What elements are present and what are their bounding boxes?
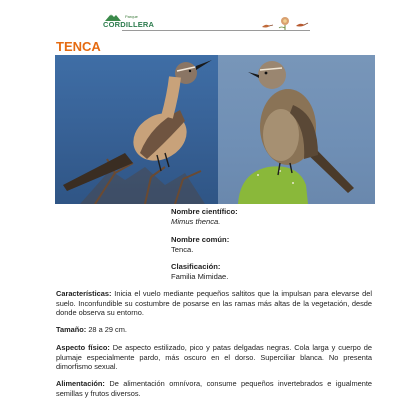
scientific-name-value: Mimus thenca. [171, 216, 221, 226]
size-text: 28 a 29 cm. [88, 325, 127, 334]
bird-photo-right [218, 55, 375, 204]
scientific-name-block [171, 207, 238, 226]
diet-paragraph [56, 379, 372, 398]
logo-title: CORDILLERA [103, 20, 155, 29]
logo-subtitle: Parque [125, 14, 138, 19]
scientific-name-label: Nombre científico: [171, 207, 238, 216]
characteristics-text: Inicia el vuelo mediante pequeños saltitos que la impulsan para elevarse del suelo. Inconfundible su costumbre de posarse en las ramas más altas de la vegetación, desde donde observa su entorno. [56, 289, 372, 317]
appearance-text: De aspecto estilizado, pico y patas delgadas negras. Cola larga y cuerpo de plumaje especialmente pardo, más oscuro en el dorso. Superciliar blanca. No presenta dimorfismo sexual. [56, 343, 373, 371]
classification-value: Familia Mimidae. [171, 271, 229, 281]
page-title: TENCA [56, 39, 101, 54]
diet-label: Alimentación: [56, 379, 105, 388]
appearance-label: Aspecto físico: [56, 343, 110, 352]
header-rule [122, 30, 310, 31]
bird-icon [296, 23, 308, 27]
size-label: Tamaño: [56, 325, 87, 334]
common-name-label: Nombre común: [171, 235, 230, 244]
bird-photo-left [55, 55, 218, 204]
diet-text: De alimentación omnívora, consume pequeños invertebrados e igualmente semillas y frutos diversos. [56, 379, 372, 398]
page-header [0, 0, 400, 34]
characteristics-paragraph [56, 289, 372, 318]
common-name-block [171, 235, 229, 254]
size-paragraph [56, 325, 372, 335]
classification-block [171, 262, 228, 281]
bird-icon [262, 25, 273, 28]
flower-icon [279, 17, 289, 31]
common-name-value: Tenca. [171, 244, 194, 254]
characteristics-label: Características: [56, 289, 112, 298]
classification-label: Clasificación: [171, 262, 221, 271]
appearance-paragraph [56, 343, 372, 372]
